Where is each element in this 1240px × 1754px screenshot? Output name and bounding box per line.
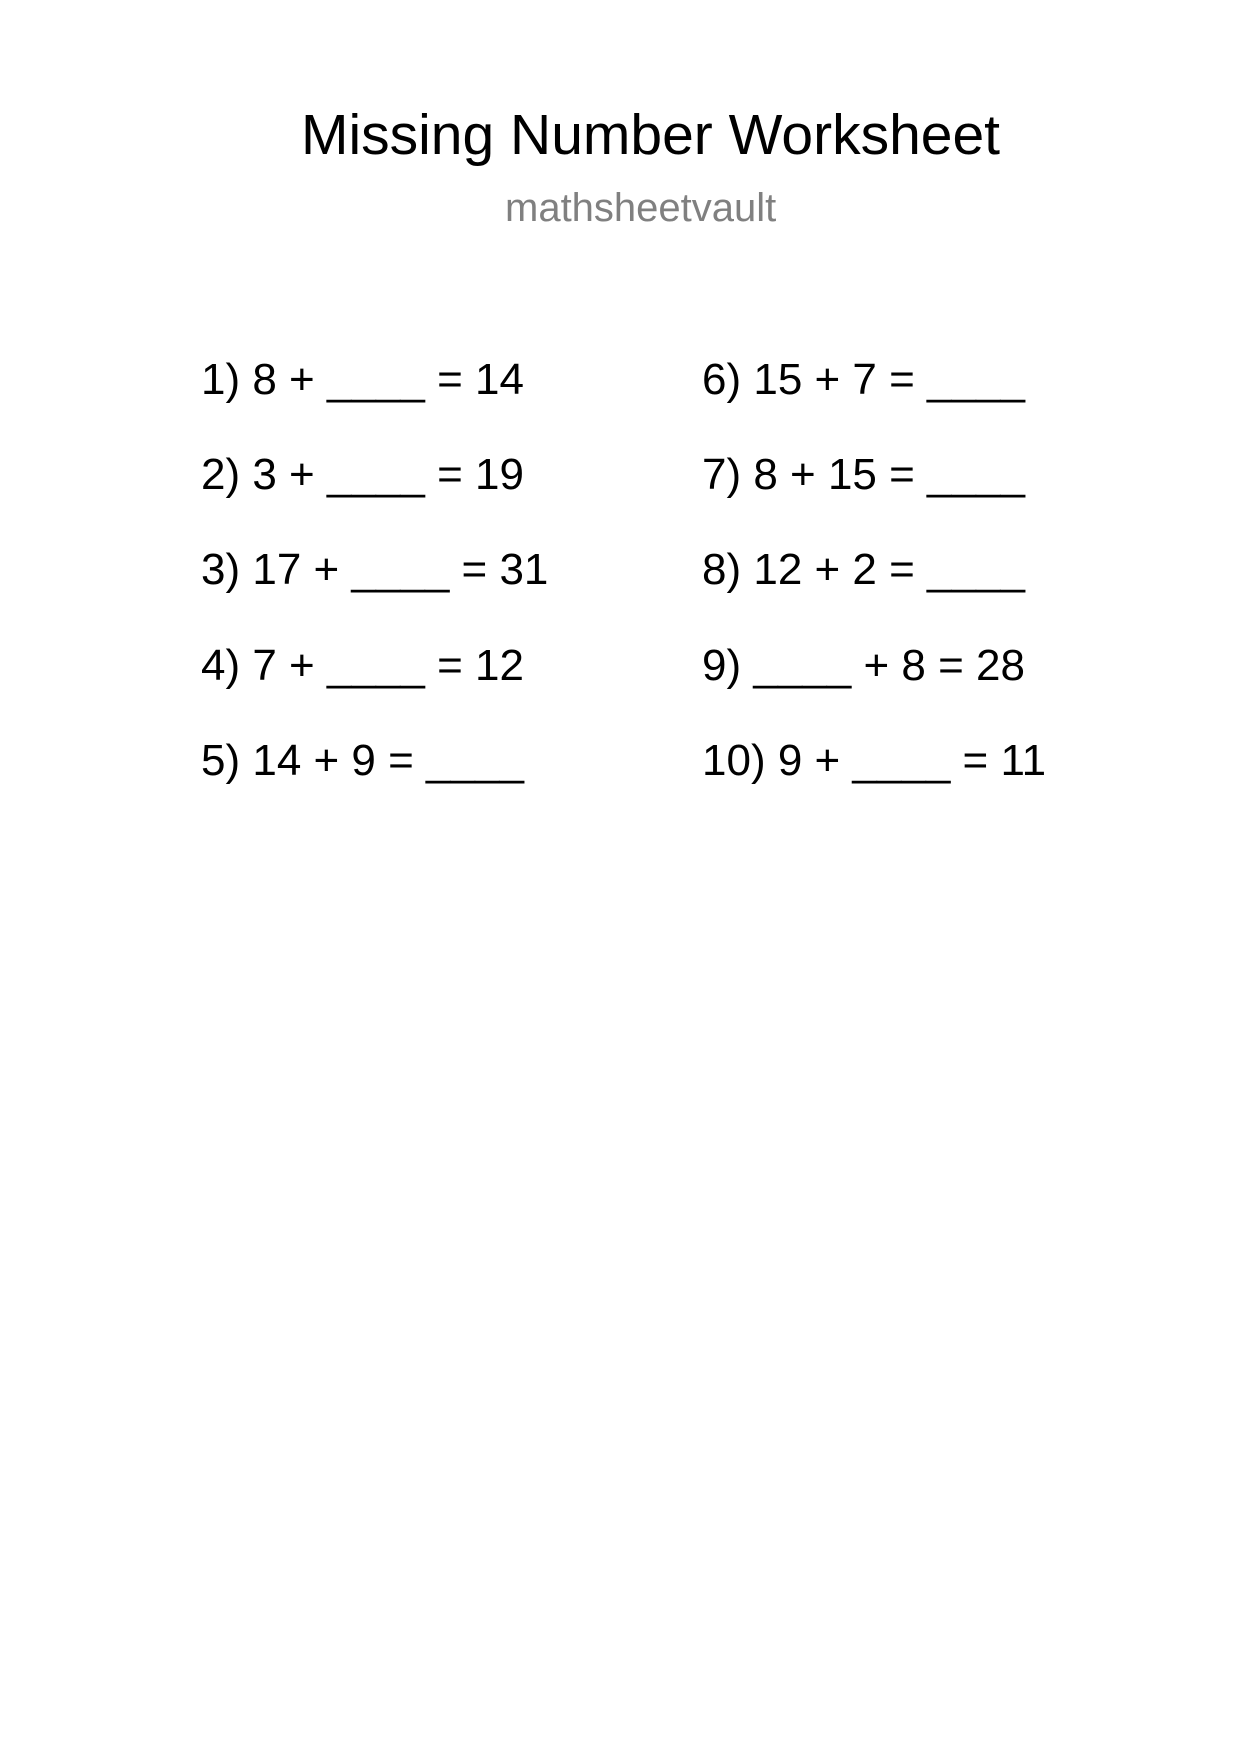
worksheet-subtitle: mathsheetvault xyxy=(505,186,777,230)
problem-9: 9) ____ + 8 = 28 xyxy=(702,641,1025,690)
worksheet-title: Missing Number Worksheet xyxy=(301,103,1001,167)
problem-2: 2) 3 + ____ = 19 xyxy=(201,450,524,499)
problem-10: 10) 9 + ____ = 11 xyxy=(702,736,1047,785)
problem-1: 1) 8 + ____ = 14 xyxy=(201,355,524,404)
problem-6: 6) 15 + 7 = ____ xyxy=(702,355,1025,404)
problem-5: 5) 14 + 9 = ____ xyxy=(201,736,524,785)
problem-7: 7) 8 + 15 = ____ xyxy=(702,450,1025,499)
problem-3: 3) 17 + ____ = 31 xyxy=(201,545,549,594)
problem-8: 8) 12 + 2 = ____ xyxy=(702,545,1025,594)
problem-4: 4) 7 + ____ = 12 xyxy=(201,641,524,690)
